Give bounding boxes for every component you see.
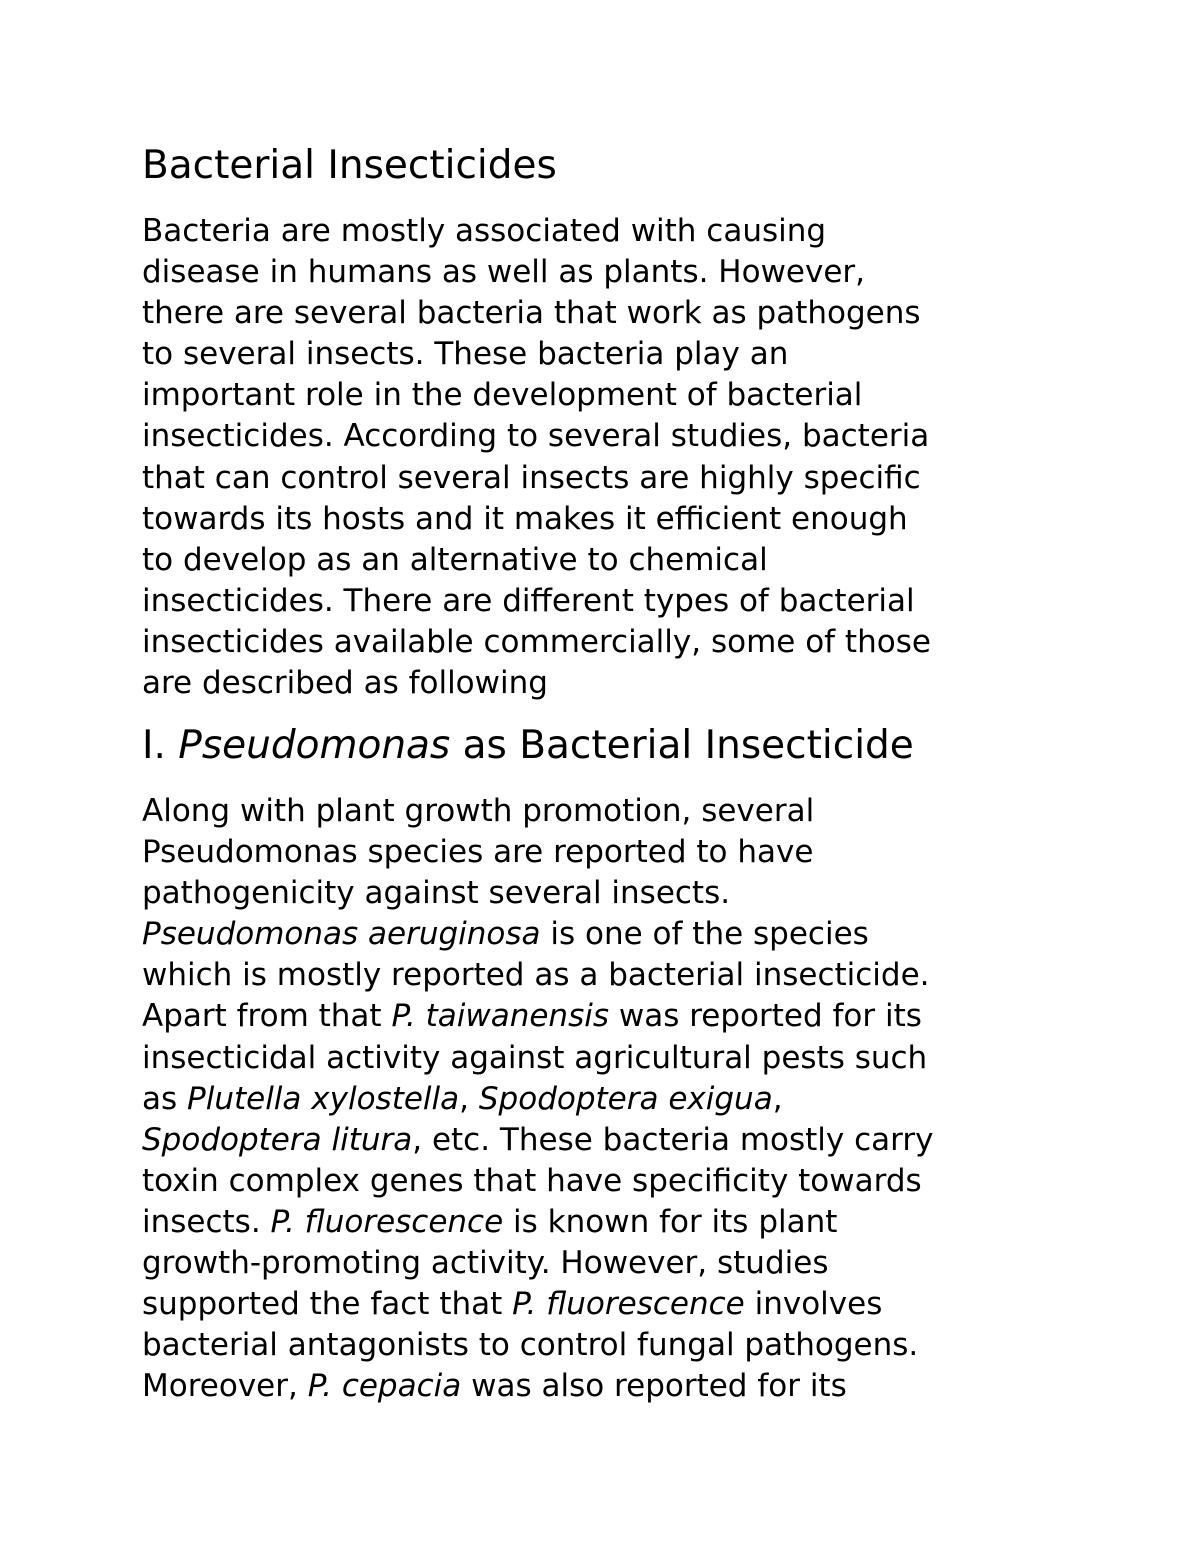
text-line: toxin complex genes that have specificity towards — [142, 1162, 922, 1199]
text-line — [142, 1366, 1072, 1407]
text-run: Moreover, — [142, 1368, 308, 1405]
text-line: Along with plant growth promotion, several — [142, 793, 815, 829]
text-line — [142, 1079, 1072, 1120]
text-line: Bacteria are mostly associated with causing — [142, 213, 827, 249]
text-line: to several insects. These bacteria play an — [142, 336, 789, 373]
text-line: insecticides. According to several studies, bacteria — [142, 418, 930, 455]
intro-paragraph — [142, 211, 1072, 704]
text-run: supported the fact that — [142, 1286, 513, 1323]
text-run: involves — [744, 1286, 883, 1323]
heading-italic-genus: Pseudomonas — [178, 723, 451, 768]
heading-suffix: as Bacterial Insecticide — [450, 723, 914, 768]
text-line: to develop as an alternative to chemical — [142, 541, 768, 578]
italic-species: Plutella xylostella — [187, 1080, 460, 1117]
text-run: , — [459, 1080, 479, 1117]
text-line — [142, 1284, 1072, 1325]
text-run: was also reported for its — [461, 1368, 847, 1405]
italic-species: Spodoptera exigua — [478, 1080, 773, 1117]
heading-prefix: I. — [142, 723, 179, 768]
italic-species: P. cepacia — [307, 1368, 462, 1405]
text-line: disease in humans as well as plants. However, — [142, 254, 866, 291]
text-line: which is mostly reported as a bacterial insecticide. — [142, 957, 930, 994]
text-line: there are several bacteria that work as pathogens — [142, 295, 921, 332]
italic-species: P. taiwanensis — [391, 998, 609, 1035]
text-line — [142, 914, 1072, 955]
text-line: are described as following — [142, 665, 548, 702]
italic-species: Pseudomonas aeruginosa — [142, 916, 541, 953]
text-line: Pseudomonas species are reported to have — [142, 834, 814, 871]
pseudomonas-paragraph — [142, 791, 1072, 1407]
text-line — [142, 1120, 1072, 1161]
text-run: is one of the species — [540, 916, 869, 953]
text-line: towards its hosts and it makes it efficient enough — [142, 500, 908, 537]
text-run: , — [772, 1080, 783, 1117]
text-line: insecticides. There are different types of bacterial — [142, 582, 915, 619]
text-run: as — [142, 1080, 188, 1117]
text-line: insecticidal activity against agricultural pests such — [142, 1039, 928, 1076]
text-run: insects. — [142, 1203, 271, 1240]
text-line — [142, 996, 1072, 1037]
document-title: Bacterial Insecticides — [142, 143, 557, 188]
text-line: important role in the development of bacterial — [142, 377, 863, 414]
text-line: bacterial antagonists to control fungal pathogens. — [142, 1327, 919, 1364]
text-line — [142, 1202, 1072, 1243]
text-run: is known for its plant — [503, 1203, 838, 1240]
text-line: pathogenicity against several insects. — [142, 875, 731, 912]
text-run: , etc. These bacteria mostly carry — [412, 1121, 934, 1158]
italic-species: P. fluorescence — [270, 1203, 504, 1240]
italic-species: P. fluorescence — [512, 1286, 745, 1323]
text-run: Apart from that — [142, 998, 392, 1035]
section-heading-pseudomonas — [142, 720, 914, 772]
text-line: growth-promoting activity. However, studies — [142, 1245, 829, 1282]
text-line: insecticides available commercially, some of those — [142, 623, 931, 660]
italic-species: Spodoptera litura — [142, 1121, 413, 1158]
text-line: that can control several insects are highly specific — [142, 459, 921, 496]
text-run: was reported for its — [608, 998, 922, 1035]
